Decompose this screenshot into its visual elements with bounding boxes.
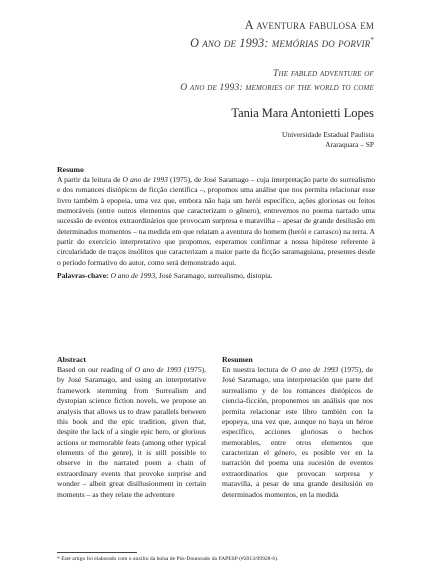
article-title	[54, 18, 374, 51]
resumen-section	[222, 355, 373, 500]
abstract-heading: Abstract	[57, 355, 87, 364]
keywords-text: O ano de 1993, José Saramago, surrealismo, distopia.	[110, 271, 273, 281]
title-line-1: A aventura fabulosa em	[244, 18, 374, 32]
keywords-label: Palavras-chave:	[57, 271, 109, 281]
title-line-2	[54, 33, 374, 51]
abstract-text: Based on our reading of O ano de 1993 (1975), by José Saramago, and using an interpretative framework stemming from Surrealism and dystopian science fiction novels, we propose an analysis that allows us to draw parallels between this book and the epic tradition, given that, despite the lack of a single epic hero, or glorious actions or memorable feats (among other typical elements of the genre), it is still possible to observe in the narrated poem a chain of extraordinary events that provoke surprise and wonder – albeit great disillusionment in certain moments – as they relate the adventure	[57, 365, 207, 499]
resumen-heading: Resumen	[222, 355, 253, 364]
footnote-divider	[57, 552, 137, 553]
author-name: Tania Mara Antonietti Lopes	[231, 106, 374, 120]
resumo-text: A partir da leitura de O ano de 1993 (1975), de José Saramago – cuja interpretação parte do surrealismo e dos romances distópicos de ficção científica –, propomos uma análise que nos permita relacionar esse livro também à epopeia, uma vez que, embora não haja um herói específico, ações gloriosas ou feitos memoráveis (entre outros elementos que caracterizam o gênero), entrevemos no poema narrado uma sucessão de eventos extraordinários que provocam surpresa e maravilha – apesar de grande desilusão em determinados momentos – na medida em que relatam a aventura do homem (herói e carrasco) na terra. A partir do exercício interpretativo que propomos, esperamos confirmar a nossa hipótese referente à circularidade de traços insólitos que caracterizam a maior parte da ficção saramaguiana, presentes desde o período formativo do autor, como será demonstrado aqui.	[57, 175, 375, 267]
english-title-line-2: O ano de 1993: memories of the world to come	[180, 81, 374, 93]
footnote: * Este artigo foi elaborado com o auxílio da bolsa de Pós-Doutorado da FAPESP (#2013/09928-6).	[57, 556, 279, 562]
english-title-line-1: The fabled adventure of	[273, 68, 374, 79]
affiliation-line-2: Araraquara – SP	[325, 140, 374, 149]
affiliation-line-1: Universidade Estadual Paulista	[282, 130, 374, 139]
author-affiliation	[174, 130, 374, 150]
resumen-text: En nuestra lectura de O ano de 1993 (1975), de José Saramago, una interpretación que parte del surrealismo y de los romances distópicos de ciencia-ficción, proponemos un análisis que nos permita relacionar este libro también con la epopeya, una vez que, aunque no haya un héroe específico, acciones gloriosas o hechos memorables, entre otros elementos que caracterizan el género, es posible ver en la narración del poema una sucesión de eventos extraordinarios que provocan sorpresa y maravilla, a pesar de una grande desilusión en determinados momentos, en la medida	[222, 365, 373, 499]
resumo-heading: Resumo	[57, 165, 84, 174]
english-title	[54, 67, 374, 94]
footnote-marker: *	[370, 36, 374, 44]
abstract-section	[57, 355, 206, 500]
resumo-section	[57, 165, 375, 281]
title-line-2-text: O ano de 1993: memórias do porvir	[190, 36, 371, 51]
keywords	[57, 271, 375, 281]
